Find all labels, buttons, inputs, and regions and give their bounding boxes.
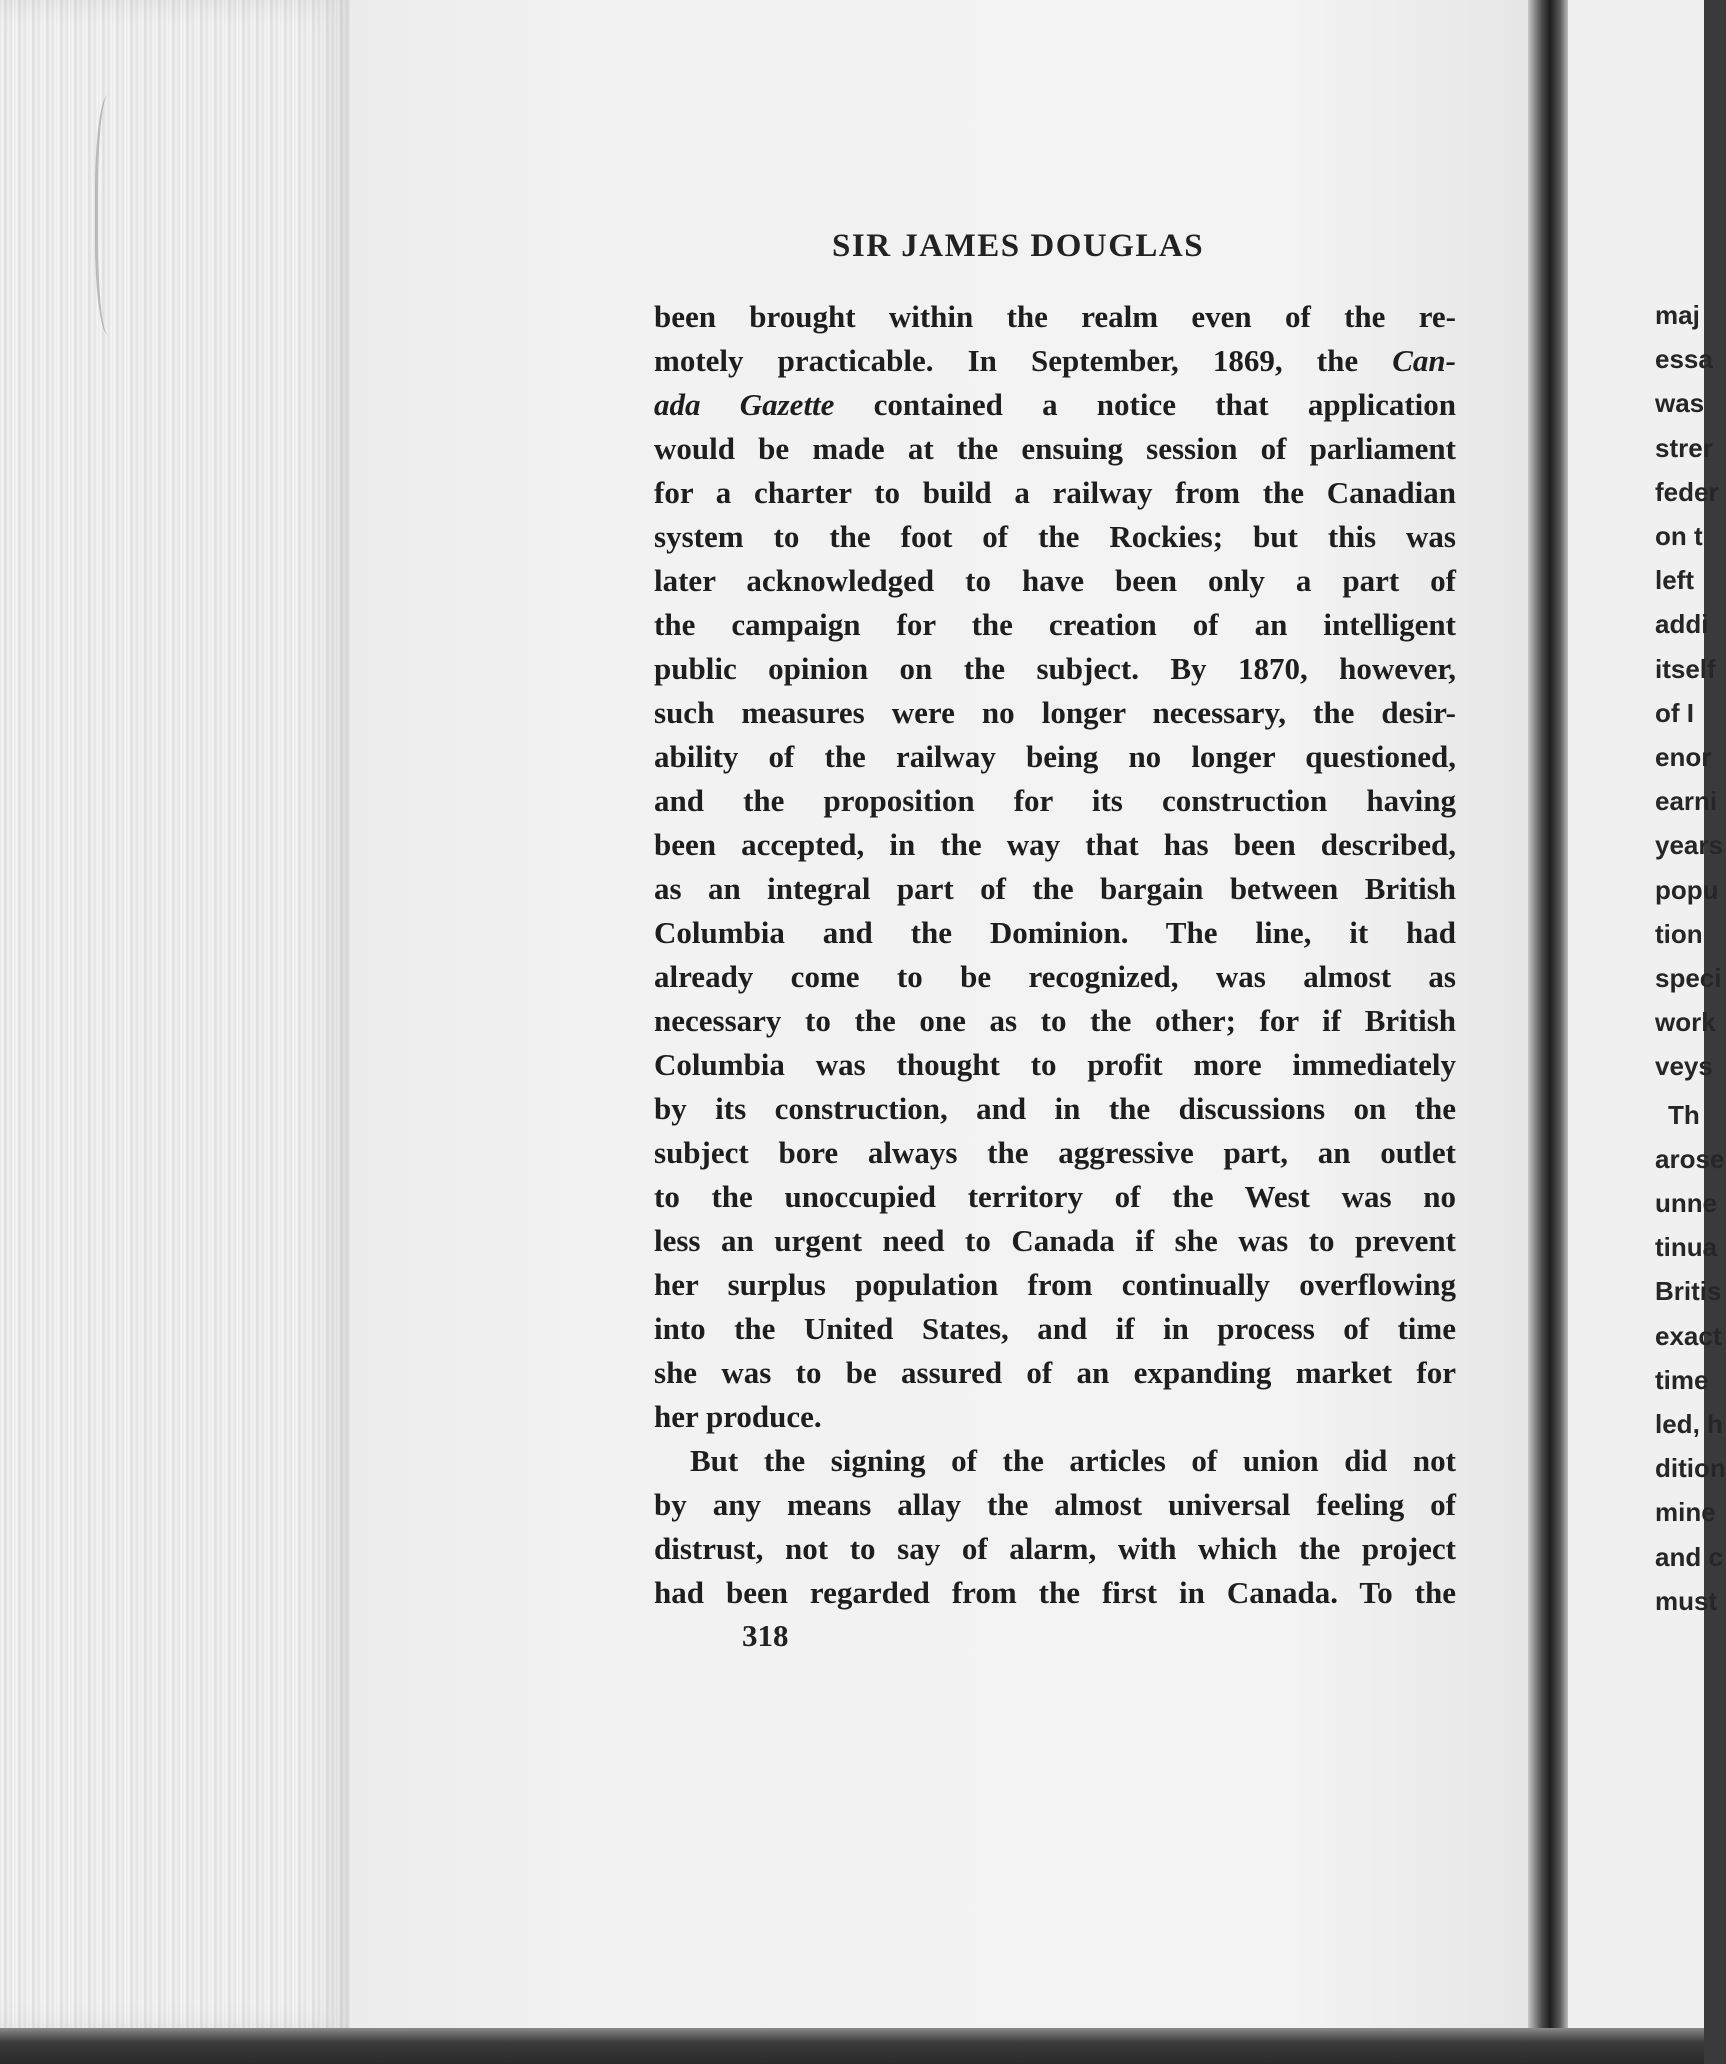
- right-page-line-fragment: strer: [1655, 433, 1713, 463]
- text-line: by any means allay the almost universal feeling of: [654, 1487, 1456, 1522]
- right-page-line-fragment: enor: [1655, 742, 1712, 772]
- text-line: Columbia and the Dominion. The line, it had: [654, 915, 1456, 950]
- text-line: had been regarded from the first in Canada. To the: [654, 1575, 1456, 1610]
- page-number: 318: [742, 1618, 789, 1653]
- text-line: subject bore always the aggressive part, an outlet: [654, 1135, 1456, 1170]
- right-page-line-fragment: and c: [1655, 1542, 1723, 1572]
- text-line: her produce.: [654, 1399, 822, 1434]
- book-gutter: [1528, 0, 1568, 2030]
- right-page-line-fragment: on t: [1655, 521, 1703, 551]
- text-line: into the United States, and if in process of time: [654, 1311, 1456, 1346]
- right-page-line-fragment: earni: [1655, 786, 1718, 816]
- right-page-line-fragment: of I: [1655, 698, 1694, 728]
- bottom-shadow: [0, 2028, 1704, 2064]
- right-page-line-fragment: addi: [1655, 609, 1709, 639]
- right-page-line-fragment: Britis: [1655, 1276, 1722, 1306]
- text-line: to the unoccupied territory of the West was no: [654, 1179, 1456, 1214]
- italic-text: Can-: [1392, 343, 1456, 378]
- text-line: necessary to the one as to the other; for if British: [654, 1003, 1456, 1038]
- body-text: [654, 295, 1456, 1615]
- text-line: less an urgent need to Canada if she was to prevent: [654, 1223, 1456, 1258]
- running-head: SIR JAMES DOUGLAS: [832, 228, 1205, 264]
- text-line: ability of the railway being no longer questioned,: [654, 739, 1456, 774]
- right-page-line-fragment: unne: [1655, 1188, 1718, 1218]
- text-line: her surplus population from continually overflowing: [654, 1267, 1456, 1302]
- right-page-line-fragment: maj: [1655, 300, 1700, 330]
- text-line: [654, 383, 1456, 427]
- text-line: But the signing of the articles of union did not: [690, 1443, 1456, 1478]
- right-page-line-fragment: work: [1655, 1007, 1716, 1037]
- right-page-line-fragment: essa: [1655, 344, 1713, 374]
- right-page-line-fragment: popu: [1655, 875, 1719, 905]
- text-line: such measures were no longer necessary, the desir-: [654, 695, 1456, 730]
- right-page-line-fragment: years: [1655, 830, 1723, 860]
- right-page-line-fragment: Th: [1668, 1100, 1700, 1130]
- text-line: already come to be recognized, was almost as: [654, 959, 1456, 994]
- text-line: for a charter to build a railway from the Canadian: [654, 475, 1456, 510]
- text-line: the campaign for the creation of an intelligent: [654, 607, 1456, 642]
- right-page-line-fragment: arose: [1655, 1144, 1725, 1174]
- page-edges: [0, 0, 350, 2030]
- text-line: been brought within the realm even of the re-: [654, 299, 1456, 334]
- text-line: as an integral part of the bargain between British: [654, 871, 1456, 906]
- italic-text: ada Gazette: [654, 387, 835, 422]
- text-line: would be made at the ensuing session of parliament: [654, 431, 1456, 466]
- right-page-line-fragment: mine: [1655, 1497, 1716, 1527]
- right-page-line-fragment: dition: [1655, 1453, 1726, 1483]
- right-page-line-fragment: must: [1655, 1586, 1718, 1616]
- text-line: and the proposition for its construction having: [654, 783, 1456, 818]
- text-line: [654, 339, 1456, 383]
- text-segment: contained a notice that application: [834, 387, 1456, 422]
- text-line: public opinion on the subject. By 1870, however,: [654, 651, 1456, 686]
- right-page-line-fragment: veys: [1655, 1051, 1713, 1081]
- right-page-line-fragment: tinua: [1655, 1232, 1718, 1262]
- text-line: been accepted, in the way that has been described,: [654, 827, 1456, 862]
- text-line: Columbia was thought to profit more immediately: [654, 1047, 1456, 1082]
- text-line: by its construction, and in the discussions on the: [654, 1091, 1456, 1126]
- right-page-line-fragment: exact: [1655, 1321, 1722, 1351]
- right-page-line-fragment: speci: [1655, 963, 1722, 993]
- right-page-line-fragment: itself: [1655, 654, 1716, 684]
- text-line: distrust, not to say of alarm, with which the project: [654, 1531, 1456, 1566]
- right-page-line-fragment: was: [1655, 388, 1705, 418]
- right-page-line-fragment: time: [1655, 1365, 1709, 1395]
- text-line: later acknowledged to have been only a part of: [654, 563, 1456, 598]
- right-page-line-fragment: led, h: [1655, 1409, 1723, 1439]
- right-page-line-fragment: tion: [1655, 919, 1703, 949]
- text-line: system to the foot of the Rockies; but this was: [654, 519, 1456, 554]
- right-page-line-fragment: feder: [1655, 477, 1719, 507]
- text-line: she was to be assured of an expanding market for: [654, 1355, 1456, 1390]
- text-segment: motely practicable. In September, 1869, the: [654, 343, 1393, 378]
- right-page-line-fragment: left: [1655, 565, 1694, 595]
